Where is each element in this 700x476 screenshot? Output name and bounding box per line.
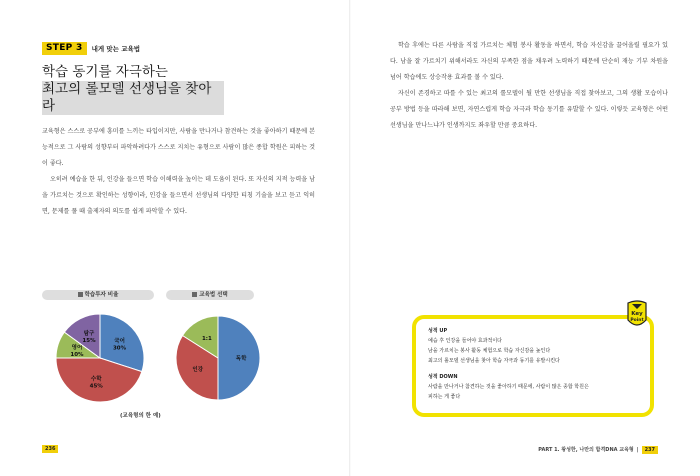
paragraph: 교육형은 스스로 공부에 흥미를 느끼는 타입이지만, 사람을 만나거나 참견하는 것을 좋아하기 때문에 본능적으로 그 사람의 성향부터 파악하려다가 스스로 지치는 유형으로 사람이 많은 종합 학원은 피하는 것이 좋다.: [42, 128, 315, 167]
heading-line-1: 학습 동기를 자극하는: [42, 64, 168, 80]
method-pie-chart: [172, 308, 264, 408]
grade-down-line: 사람을 만나거나 참견하는 것을 좋아하기 때문에, 사람이 많은 종합 학원은: [428, 384, 589, 390]
chart-title-study-ratio: [42, 290, 154, 300]
step-header: [42, 42, 140, 55]
page-number: 237: [642, 446, 658, 454]
paragraph: 학습 후에는 다른 사람을 직접 가르치는 체험 봉사 활동을 하면서, 학습 자신감을 끌어올릴 필요가 있다. 남을 잘 가르치기 위해서라도 자신의 부족한 점을 채우려 노력하기 때문에 단순히 재능 기부 차원을 넘어 학습에도 상승작용 효과를 볼 수 있다.: [390, 42, 668, 81]
step-badge: STEP 3: [42, 42, 87, 55]
study-ratio-pie-chart: [44, 308, 156, 408]
right-folio: [538, 446, 658, 453]
pie-slice-label: 인강: [192, 367, 204, 374]
pie-slice-label: 수학 45%: [89, 376, 103, 390]
left-folio: [42, 446, 58, 452]
chart-title-text: 교육법 선택: [199, 292, 228, 298]
chart-caption: (교육형의 한 예): [120, 413, 161, 419]
left-body-text: [42, 124, 315, 220]
step-subtitle: 내게 맞는 교육법: [91, 45, 141, 53]
pie-slice-label: 영어 10%: [70, 345, 84, 359]
grade-up-title: 성적 UP: [428, 328, 448, 334]
paragraph: 자신이 존경하고 따를 수 있는 최고의 롤모델이 될 만한 선생님을 직접 찾아보고, 그의 생활 모습이나 공부 방법 등을 따라해 보면, 자연스럽게 학습 자극과 학습 동기를 유발할 수 있다. 이렇듯 교육형은 어떤 선생님을 만나느냐가 인생까지도 좌우할 만큼 중요하다.: [390, 90, 668, 129]
folio-part-title: PART 1. 왕성한, 나만의 합격DNA 교육형: [538, 447, 634, 453]
grade-up-line: 남을 가르치는 봉사 활동 체험으로 학습 자신감을 높인다: [428, 348, 551, 354]
right-body-text: [390, 38, 668, 134]
square-bullet-icon: [78, 292, 83, 297]
pie-slice-label: 탐구 15%: [82, 330, 96, 344]
page-number: 236: [42, 445, 58, 453]
grade-down-line: 피하는 게 좋다: [428, 394, 461, 400]
key-point-box: [412, 315, 654, 417]
page-heading: [42, 64, 332, 115]
folio-separator: |: [636, 447, 639, 453]
badge-text-point: Point: [630, 318, 644, 323]
key-point-content: [428, 326, 638, 402]
grade-up-line: 예습 후 인강을 들어야 효과적이다: [428, 338, 502, 344]
grade-down-title: 성적 DOWN: [428, 374, 458, 380]
grade-up-line: 최고의 롤모델 선생님을 찾아 학습 자극과 동기를 유발시킨다: [428, 358, 560, 364]
heading-line-2: 최고의 롤모델 선생님을 찾아라: [42, 81, 224, 115]
chart-title-text: 학습투자 비율: [84, 292, 119, 298]
paragraph: 오히려 예습을 한 뒤, 인강을 들으면 학습 이해력을 높이는 데 도움이 된다. 또 자신의 지적 능력을 남을 가르치는 것으로 확인하는 성향이라, 인강을 들으면서 선생님의 다양한 티칭 기술을 보고 듣고 익히면, 문제를 풀 때 출제자의 의도를 쉽게 파악할 수 있다.: [42, 176, 315, 215]
chart-title-method: [166, 290, 254, 300]
pie-slice-label: 독학: [235, 356, 247, 362]
key-point-badge-icon: [624, 300, 650, 330]
badge-text-key: Key: [631, 311, 643, 317]
square-bullet-icon: [192, 292, 197, 297]
pie-slice-label: 1:1: [201, 335, 212, 342]
pie-slice-label: 국어 30%: [112, 338, 127, 352]
